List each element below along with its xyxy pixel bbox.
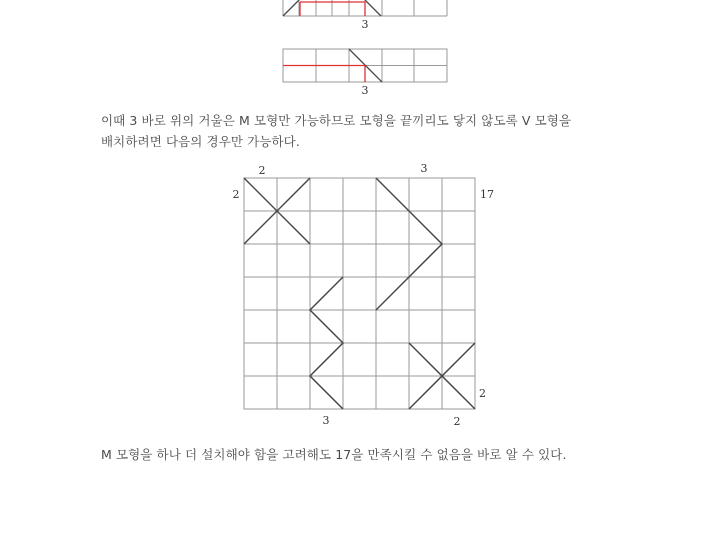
top-label: 3 xyxy=(420,162,428,175)
paragraph-1-line-2: 배치하려면 다음의 경우만 가능하다. xyxy=(101,134,300,149)
left-label: 2 xyxy=(232,188,240,201)
top-label: 2 xyxy=(258,164,266,177)
paragraph-2-line-1: M 모형을 하나 더 설치해야 함을 고려해도 17을 만족시킬 수 없음을 바로 알 수 있다. xyxy=(101,447,567,462)
mirror-line xyxy=(365,0,381,16)
right-label: 17 xyxy=(480,188,494,201)
paragraph-1-line-1: 이때 3 바로 위의 거울은 M 모형만 가능하므로 모형을 끝끼리도 닿지 않도록 V 모형을 xyxy=(101,113,572,128)
middle-figure-label: 3 xyxy=(361,84,369,97)
top-figure-label: 3 xyxy=(361,18,369,31)
middle-grid xyxy=(283,49,447,97)
right-label: 2 xyxy=(479,387,486,400)
beam-path xyxy=(283,66,365,83)
bottom-label: 3 xyxy=(322,414,330,427)
top-partial-grid xyxy=(283,0,447,31)
paragraph-2 xyxy=(101,444,567,465)
bottom-label: 2 xyxy=(453,415,461,428)
paragraph-1 xyxy=(101,110,571,152)
main-grid xyxy=(233,162,495,428)
mirror-line xyxy=(283,0,299,16)
